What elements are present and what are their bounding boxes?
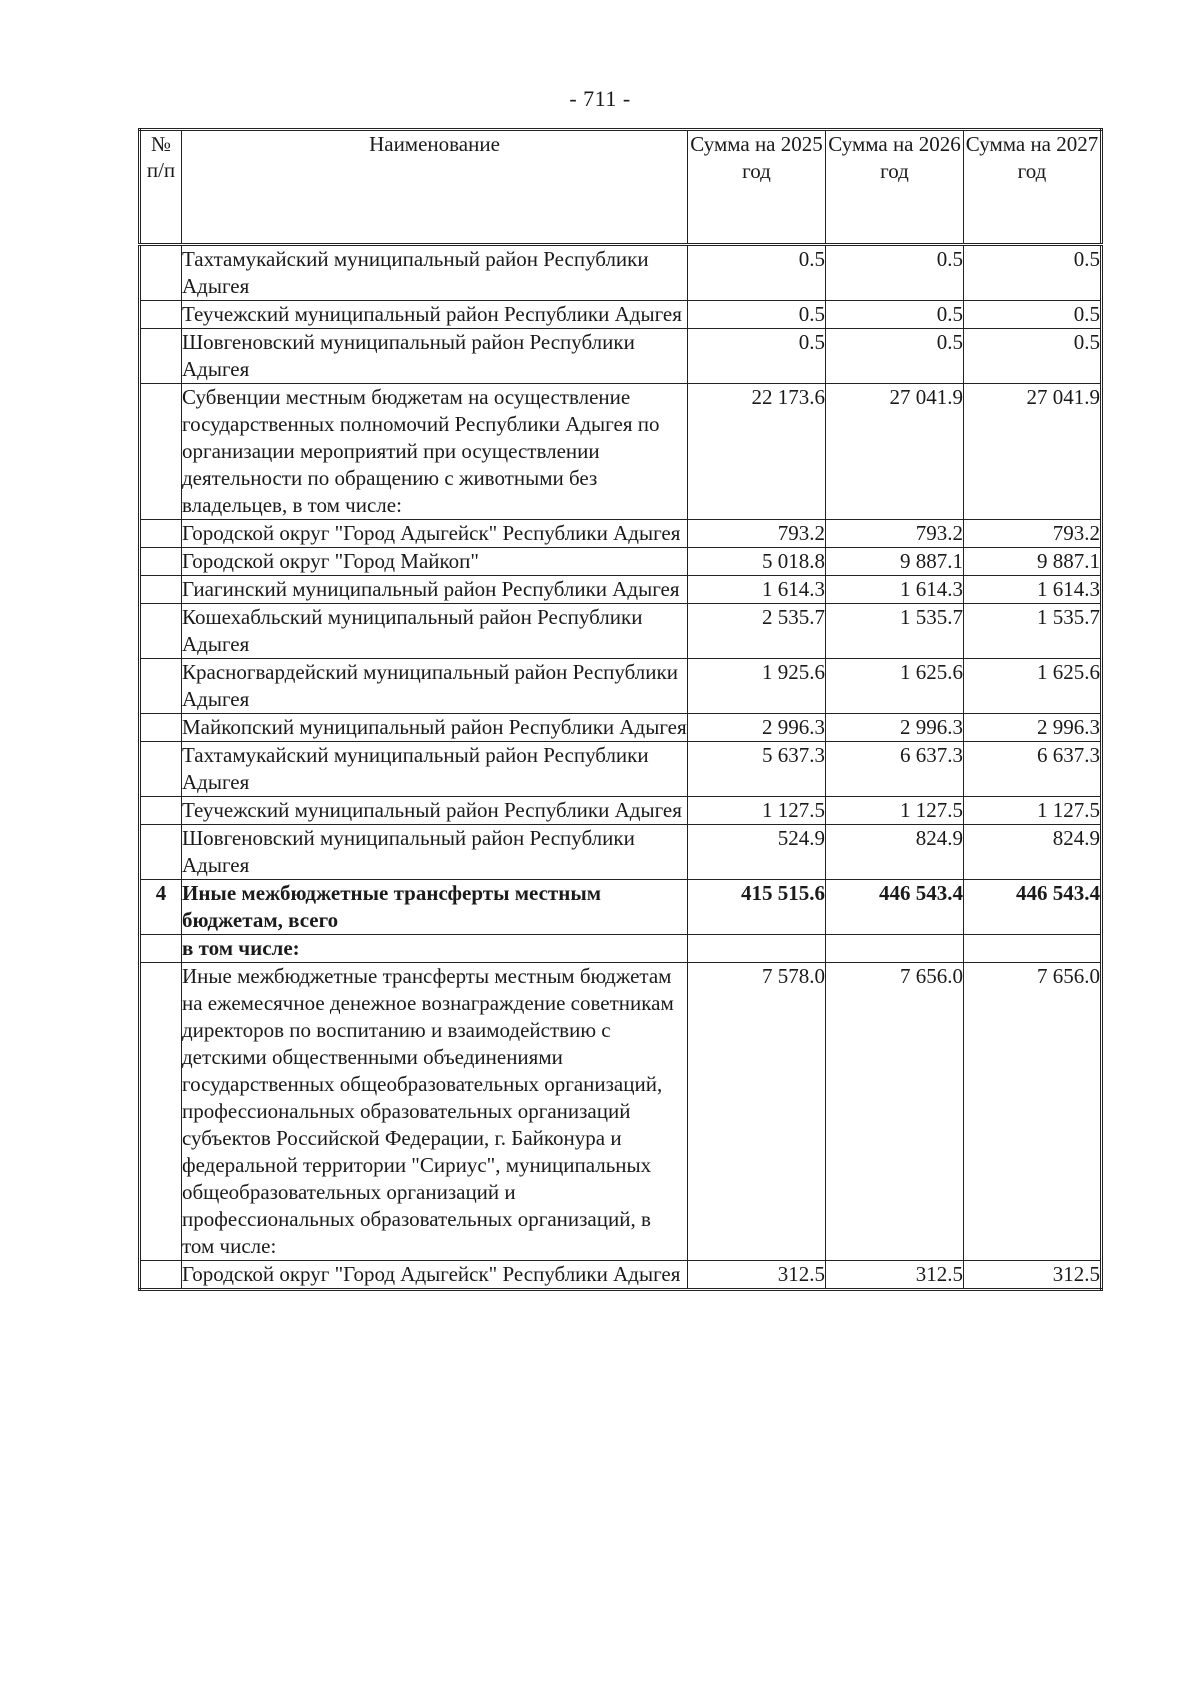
- value-2026: 793.2: [826, 520, 964, 548]
- row-number: [140, 329, 182, 384]
- value-2025: 2 996.3: [688, 714, 826, 742]
- table-row: [140, 245, 1102, 301]
- value-2027: [964, 935, 1102, 963]
- value-2027: 27 041.9: [964, 384, 1102, 520]
- value-2025: 22 173.6: [688, 384, 826, 520]
- value-2026: 446 543.4: [826, 880, 964, 935]
- row-name: Тахтамукайский муниципальный район Республики Адыгея: [182, 245, 688, 301]
- row-name: Городской округ "Город Адыгейск" Республики Адыгея: [182, 1261, 688, 1290]
- row-name: Теучежский муниципальный район Республики Адыгея: [182, 301, 688, 329]
- value-2025: 524.9: [688, 825, 826, 880]
- row-number: [140, 1261, 182, 1290]
- value-2027: 1 535.7: [964, 604, 1102, 659]
- value-2027: 312.5: [964, 1261, 1102, 1290]
- value-2027: 1 127.5: [964, 797, 1102, 825]
- table-row: [140, 825, 1102, 880]
- table-row: [140, 520, 1102, 548]
- value-2025: 0.5: [688, 329, 826, 384]
- table-row: [140, 963, 1102, 1261]
- value-2027: 0.5: [964, 301, 1102, 329]
- row-number: [140, 659, 182, 714]
- value-2025: 0.5: [688, 245, 826, 301]
- row-number: [140, 384, 182, 520]
- row-number: [140, 742, 182, 797]
- value-2025: 1 925.6: [688, 659, 826, 714]
- value-2026: 0.5: [826, 301, 964, 329]
- table-row: [140, 742, 1102, 797]
- value-2026: 2 996.3: [826, 714, 964, 742]
- value-2026: 1 614.3: [826, 576, 964, 604]
- table-row: [140, 935, 1102, 963]
- row-name: Кошехабльский муниципальный район Республики Адыгея: [182, 604, 688, 659]
- value-2026: 824.9: [826, 825, 964, 880]
- header-2026: Сумма на 2026 год: [826, 130, 964, 245]
- table-row: [140, 797, 1102, 825]
- row-name: Иные межбюджетные трансферты местным бюджетам, всего: [182, 880, 688, 935]
- value-2026: 27 041.9: [826, 384, 964, 520]
- value-2027: 2 996.3: [964, 714, 1102, 742]
- row-number: [140, 714, 182, 742]
- row-number: [140, 301, 182, 329]
- row-number: [140, 825, 182, 880]
- value-2025: 2 535.7: [688, 604, 826, 659]
- value-2025: 5 637.3: [688, 742, 826, 797]
- value-2025: 312.5: [688, 1261, 826, 1290]
- value-2025: [688, 935, 826, 963]
- value-2027: 1 625.6: [964, 659, 1102, 714]
- table-row: [140, 548, 1102, 576]
- row-number: [140, 245, 182, 301]
- value-2027: 9 887.1: [964, 548, 1102, 576]
- table-row: [140, 604, 1102, 659]
- value-2025: 1 127.5: [688, 797, 826, 825]
- header-2027: Сумма на 2027 год: [964, 130, 1102, 245]
- value-2026: 312.5: [826, 1261, 964, 1290]
- value-2027: 7 656.0: [964, 963, 1102, 1261]
- value-2027: 0.5: [964, 245, 1102, 301]
- value-2025: 415 515.6: [688, 880, 826, 935]
- row-name: Тахтамукайский муниципальный район Республики Адыгея: [182, 742, 688, 797]
- row-name: Теучежский муниципальный район Республики Адыгея: [182, 797, 688, 825]
- value-2026: 9 887.1: [826, 548, 964, 576]
- value-2025: 1 614.3: [688, 576, 826, 604]
- value-2027: 6 637.3: [964, 742, 1102, 797]
- row-name: Иные межбюджетные трансферты местным бюджетам на ежемесячное денежное вознаграждение советникам директоров по воспитанию и взаимодействию с детскими общественными объединениями государственных общеобразовательных организаций, профессиональных образовательных организаций субъектов Российской Федерации, г. Байконура и федеральной территории "Сириус", муниципальных общеобразовательных организаций и профессиональных образовательных организаций, в том числе:: [182, 963, 688, 1261]
- row-number: [140, 576, 182, 604]
- row-name: Шовгеновский муниципальный район Республики Адыгея: [182, 825, 688, 880]
- value-2025: 0.5: [688, 301, 826, 329]
- table-row: [140, 880, 1102, 935]
- row-number: 4: [140, 880, 182, 935]
- value-2027: 0.5: [964, 329, 1102, 384]
- row-number: [140, 548, 182, 576]
- row-number: [140, 604, 182, 659]
- value-2026: [826, 935, 964, 963]
- header-2025: Сумма на 2025 год: [688, 130, 826, 245]
- row-number: [140, 963, 182, 1261]
- value-2026: 0.5: [826, 329, 964, 384]
- table-row: [140, 1261, 1102, 1290]
- table-row: [140, 714, 1102, 742]
- row-name: Городской округ "Город Майкоп": [182, 548, 688, 576]
- value-2025: 793.2: [688, 520, 826, 548]
- row-name: Майкопский муниципальный район Республики Адыгея: [182, 714, 688, 742]
- value-2026: 0.5: [826, 245, 964, 301]
- row-name: Шовгеновский муниципальный район Республики Адыгея: [182, 329, 688, 384]
- value-2027: 446 543.4: [964, 880, 1102, 935]
- value-2025: 5 018.8: [688, 548, 826, 576]
- row-name: Субвенции местным бюджетам на осуществление государственных полномочий Республики Адыгея по организации мероприятий при осуществлении деятельности по обращению с животными без владельцев, в том числе:: [182, 384, 688, 520]
- table-row: [140, 659, 1102, 714]
- value-2026: 6 637.3: [826, 742, 964, 797]
- row-number: [140, 797, 182, 825]
- value-2026: 1 625.6: [826, 659, 964, 714]
- page-number: - 711 -: [569, 86, 631, 111]
- table-body: [140, 245, 1102, 1290]
- row-name: Гиагинский муниципальный район Республики Адыгея: [182, 576, 688, 604]
- table-header-row: [140, 130, 1102, 245]
- row-number: [140, 935, 182, 963]
- table-row: [140, 329, 1102, 384]
- table-row: [140, 384, 1102, 520]
- table-row: [140, 576, 1102, 604]
- value-2027: 793.2: [964, 520, 1102, 548]
- budget-table: [138, 128, 1103, 1291]
- table-row: [140, 301, 1102, 329]
- header-number: № п/п: [140, 130, 182, 245]
- row-name: Красногвардейский муниципальный район Республики Адыгея: [182, 659, 688, 714]
- value-2026: 7 656.0: [826, 963, 964, 1261]
- value-2027: 1 614.3: [964, 576, 1102, 604]
- value-2025: 7 578.0: [688, 963, 826, 1261]
- row-number: [140, 520, 182, 548]
- value-2026: 1 127.5: [826, 797, 964, 825]
- value-2027: 824.9: [964, 825, 1102, 880]
- row-name: в том числе:: [182, 935, 688, 963]
- header-name: Наименование: [182, 130, 688, 245]
- value-2026: 1 535.7: [826, 604, 964, 659]
- row-name: Городской округ "Город Адыгейск" Республики Адыгея: [182, 520, 688, 548]
